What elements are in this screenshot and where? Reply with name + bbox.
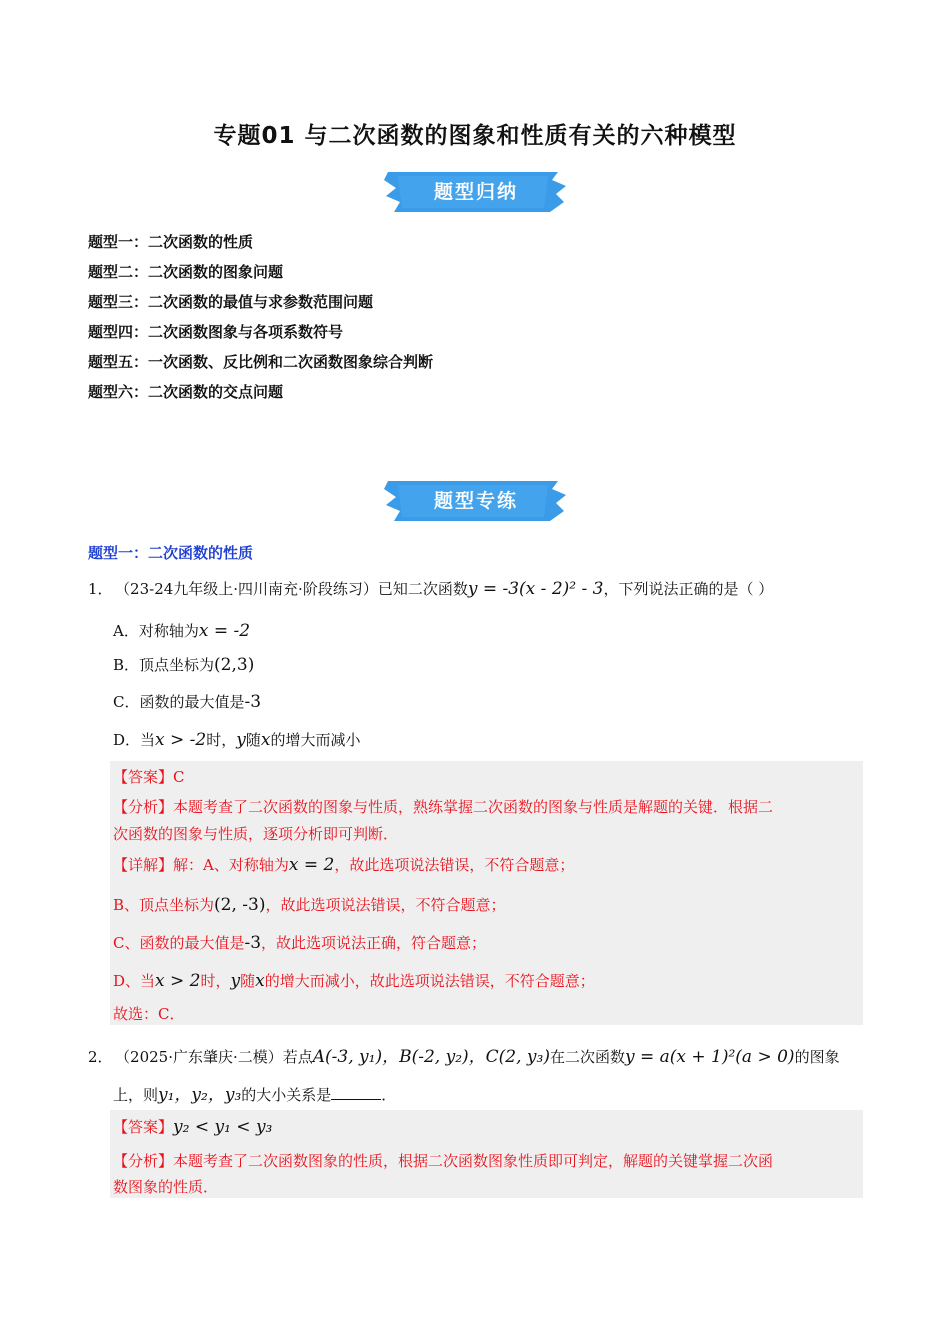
detail-line-a [113, 854, 574, 875]
question-1 [88, 578, 773, 599]
question-points: A(-3, y₁)，B(-2, y₂)，C(2, y₃) [312, 1047, 550, 1067]
analysis-label: 【分析】 [113, 798, 174, 816]
option-math: x > -2 [155, 730, 207, 750]
question-source: （2025·广东肇庆·二模）若点 [122, 1048, 313, 1066]
section-heading: 题型一：二次函数的性质 [88, 544, 254, 562]
answer-value: y₂ < y₁ < y₃ [173, 1117, 273, 1137]
option-math: x [260, 730, 271, 750]
analysis-line: 次函数的图象与性质，逐项分析即可判断． [113, 825, 399, 843]
detail-math: (2, -3) [214, 895, 266, 915]
choose-line: 故选：C． [113, 1005, 185, 1023]
detail-text: B、顶点坐标为 [113, 896, 215, 914]
detail-text: ，故此选项说法错误，不符合题意； [334, 856, 575, 874]
topic-item: 题型三：二次函数的最值与求参数范围问题 [88, 293, 374, 311]
option-math: -3 [244, 692, 262, 712]
detail-math: -3 [244, 933, 262, 953]
detail-text: 时， [200, 972, 231, 990]
question-formula: y = a(x + 1)²(a > 0) [624, 1047, 795, 1067]
question-2-line2 [113, 1080, 396, 1105]
question-text: ． [381, 1086, 397, 1104]
option-math: (2,3) [214, 655, 255, 675]
section-banner-practice [380, 477, 572, 525]
option-c [113, 691, 261, 712]
analysis-label: 【分析】 [113, 1152, 174, 1170]
answer-line [113, 1116, 272, 1137]
detail-math: x = 2 [288, 855, 335, 875]
detail-text: D、当 [113, 972, 156, 990]
question-2 [88, 1042, 840, 1067]
detail-line-c [113, 932, 486, 953]
detail-text: 解：A、对称轴为 [173, 856, 289, 874]
option-text: 时， [206, 731, 237, 749]
topic-list [88, 230, 433, 410]
option-a [113, 620, 250, 641]
detail-text: ，故此选项说法正确，符合题意； [261, 934, 487, 952]
answer-value: C [173, 768, 185, 786]
answer-box-1 [110, 761, 863, 1025]
question-tail: ，下列说法正确的是（ ） [603, 580, 774, 598]
analysis-text: 本题考查了二次函数的图象与性质，熟练掌握二次函数的图象与性质是解题的关键．根据二 [173, 798, 774, 816]
topic-item: 题型六：二次函数的交点问题 [88, 383, 284, 401]
question-source: （23-24九年级上·四川南充·阶段练习）已知二次函数 [122, 580, 468, 598]
option-label: C．函数的最大值是 [113, 693, 245, 711]
option-label: D．当 [113, 731, 156, 749]
answer-box-2 [110, 1110, 863, 1198]
section-banner-summary [380, 168, 572, 216]
detail-text: C、函数的最大值是 [113, 934, 245, 952]
analysis-line [113, 796, 773, 817]
question-math: y₁，y₂，y₃ [158, 1085, 242, 1105]
question-number: 2． [88, 1048, 113, 1066]
banner-label: 题型专练 [433, 490, 518, 512]
option-math: x = -2 [198, 621, 251, 641]
answer-line [113, 766, 185, 787]
option-text: 的增大而减小 [270, 731, 361, 749]
answer-blank[interactable] [331, 1085, 381, 1100]
option-b [113, 654, 254, 675]
analysis-line [113, 1150, 773, 1171]
option-text: 随 [245, 731, 261, 749]
detail-text: ，故此选项说法错误，不符合题意； [265, 896, 506, 914]
detail-line-d [113, 970, 595, 991]
option-label: A．对称轴为 [113, 622, 199, 640]
topic-item: 题型一：二次函数的性质 [88, 233, 254, 251]
detail-text: 的增大而减小，故此选项说法错误，不符合题意； [264, 972, 595, 990]
topic-item: 题型二：二次函数的图象问题 [88, 263, 284, 281]
answer-label: 【答案】 [113, 1118, 174, 1136]
topic-item: 题型五：一次函数、反比例和二次函数图象综合判断 [88, 353, 434, 371]
detail-text: 随 [240, 972, 256, 990]
question-text: 上，则 [113, 1086, 159, 1104]
page-title: 专题01 与二次函数的图象和性质有关的六种模型 [213, 123, 737, 149]
option-d [113, 729, 360, 750]
question-text: 的图象 [794, 1048, 840, 1066]
detail-math: x [255, 971, 265, 991]
answer-label: 【答案】 [113, 768, 174, 786]
detail-line-b [113, 894, 506, 915]
detail-math: x > 2 [155, 971, 201, 991]
topic-item: 题型四：二次函数图象与各项系数符号 [88, 323, 344, 341]
option-label: B．顶点坐标为 [113, 656, 215, 674]
question-number: 1． [88, 580, 113, 598]
detail-math: y [230, 971, 241, 991]
question-formula: y = -3(x - 2)² - 3 [467, 579, 604, 599]
banner-label: 题型归纳 [433, 181, 518, 203]
option-math: y [236, 730, 246, 750]
analysis-text: 本题考查了二次函数图象的性质，根据二次函数图象性质即可判定，解题的关键掌握二次函 [173, 1152, 774, 1170]
detail-label: 【详解】 [113, 856, 174, 874]
question-text: 的大小关系是 [241, 1086, 332, 1104]
question-text: 在二次函数 [549, 1048, 625, 1066]
analysis-line: 数图象的性质． [113, 1178, 219, 1196]
